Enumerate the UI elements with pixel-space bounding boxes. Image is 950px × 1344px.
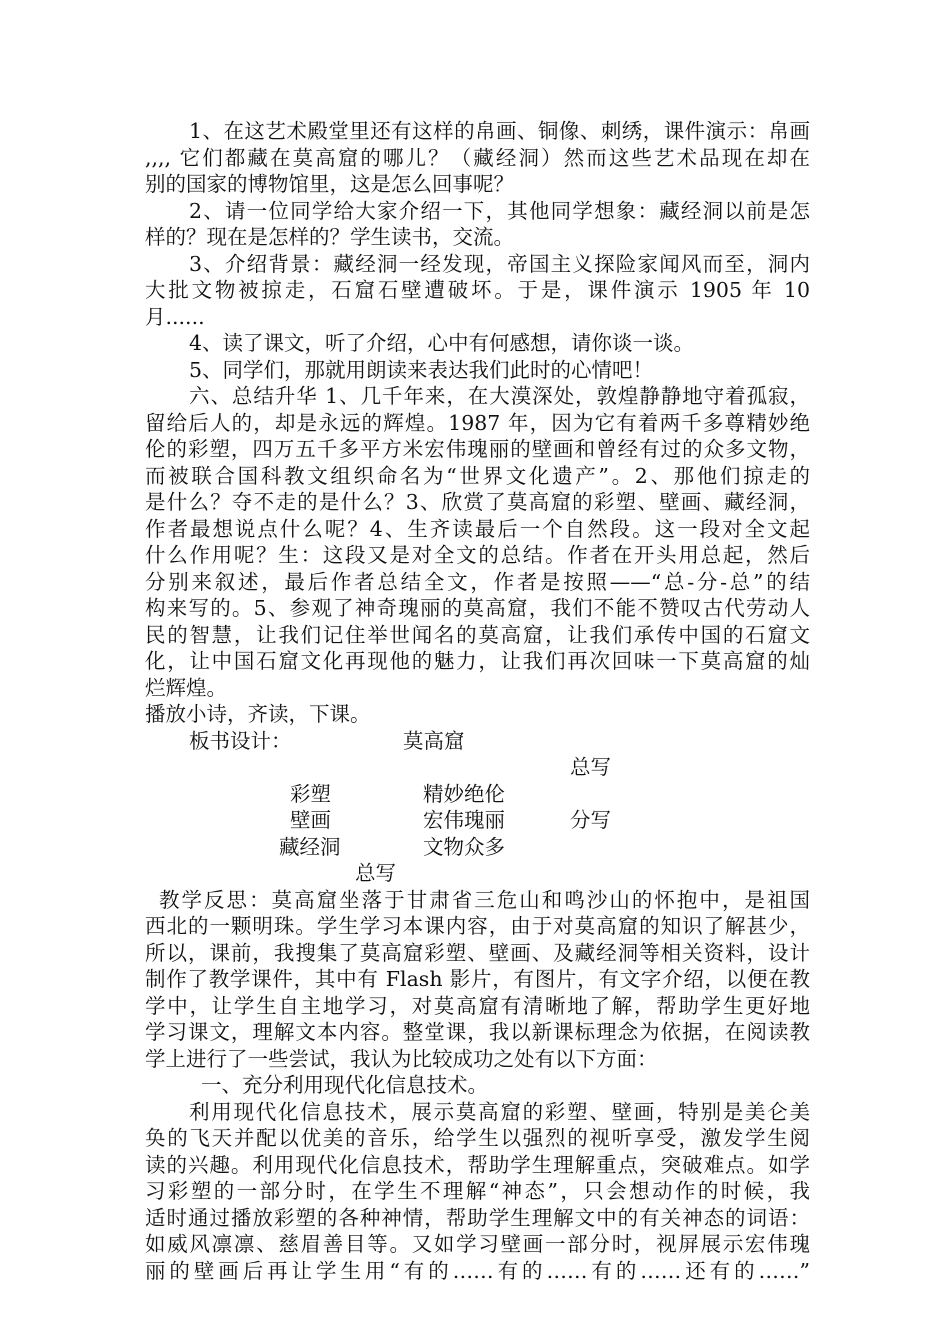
text-line: 播放小诗，齐读，下课。	[145, 702, 371, 726]
board-row	[145, 807, 810, 834]
text-line: 别的国家的博物馆里，这是怎么回事呢？	[145, 172, 514, 196]
text-line: 习彩塑的一部分时，在学生不理解“神态”，只会想动作的时候，我	[145, 1179, 810, 1203]
text-line: 六、总结升华 1、几千年来，在大漠深处，敦煌静静地守着孤寂，	[189, 384, 810, 408]
board-row	[145, 781, 810, 808]
text-line: 学中，让学生自主地学习，对莫高窟有清晰地了解，帮助学生更好地	[145, 993, 810, 1018]
text-line: 化，让中国石窟文化再现他的魅力，让我们再次回味一下莫高窟的灿	[145, 649, 810, 673]
text-line: 作者最想说点什么呢？4、生齐读最后一个自然段。这一段对全文起	[145, 516, 810, 541]
board-item: 藏经洞	[279, 834, 341, 859]
text-line: 伦的彩塑，四万五千多平方米宏伟瑰丽的壁画和曾经有过的众多文物，	[145, 437, 810, 461]
text-line: 民的智慧，让我们记住举世闻名的莫高窟，让我们承传中国的石窟文	[145, 622, 810, 647]
text-line: 4、读了课文，听了介绍，心中有何感想，请你谈一谈。	[189, 331, 695, 355]
board-row	[145, 834, 810, 861]
board-split-label: 分写	[570, 808, 611, 832]
board-item-desc: 精妙绝伦	[423, 781, 505, 806]
board-item: 彩塑	[290, 781, 331, 806]
text-line: 而被联合国科教文组织命名为“世界文化遗产”。2、那他们掠走的	[145, 463, 810, 488]
section-heading: 一、充分利用现代化信息技术。	[201, 1073, 488, 1097]
document-page	[145, 118, 810, 1284]
text-line: 1、在这艺术殿堂里还有这样的帛画、铜像、刺绣，课件演示：帛画	[189, 119, 810, 143]
text-line: 读的兴趣。利用现代化信息技术，帮助学生理解重点，突破难点。如学	[145, 1152, 810, 1177]
text-line: 制作了教学课件，其中有 Flash 影片，有图片，有文字介绍，以便在教	[145, 967, 810, 991]
text-line: 5、同学们，那就用朗读来表达我们此时的心情吧！	[189, 357, 654, 382]
text-line: 如威风凛凛、慈眉善目等。又如学习壁画一部分时，视屏展示宏伟瑰	[145, 1232, 810, 1256]
board-summary-bottom: 总写	[355, 861, 396, 885]
text-line: 月......	[145, 304, 205, 329]
board-design-label: 板书设计：	[189, 728, 292, 753]
text-line: 教学反思：莫高窟坐落于甘肃省三危山和鸣沙山的怀抱中，是祖国	[159, 887, 810, 912]
text-line: 3、介绍背景：藏经洞一经发现，帝国主义探险家闻风而至，洞内	[189, 251, 810, 276]
text-line: 2、请一位同学给大家介绍一下，其他同学想象：藏经洞以前是怎	[189, 198, 810, 223]
text-line: 是什么？夺不走的是什么？3、欣赏了莫高窟的彩塑、壁画、藏经洞，	[145, 490, 810, 514]
text-line: 烂辉煌。	[145, 675, 227, 700]
text-line: 丽的壁画后再让学生用“有的……有的……有的……还有的……”	[145, 1258, 810, 1283]
board-item-desc: 宏伟瑰丽	[423, 808, 505, 832]
text-line: 西北的一颗明珠。学生学习本课内容，由于对莫高窟的知识了解甚少，	[145, 914, 810, 938]
board-item: 壁画	[290, 808, 331, 832]
text-line: 留给后人的，却是永远的辉煌。1987 年，因为它有着两千多尊精妙绝	[145, 410, 810, 435]
board-summary-top: 总写	[570, 755, 611, 779]
text-line: 利用现代化信息技术，展示莫高窟的彩塑、壁画，特别是美仑美	[189, 1099, 810, 1124]
text-line: 奂的飞天并配以优美的音乐，给学生以强烈的视听享受，激发学生阅	[145, 1126, 810, 1150]
board-row	[145, 754, 810, 781]
text-line: 所以，课前，我搜集了莫高窟彩塑、壁画、及藏经洞等相关资料，设计	[145, 940, 810, 965]
text-line: 大批文物被掠走，石窟石壁遭破坏。于是，课件演示 1905 年 10	[145, 278, 810, 302]
board-design-header	[145, 728, 810, 755]
board-item-desc: 文物众多	[423, 834, 505, 859]
board-title: 莫高窟	[403, 728, 465, 753]
text-line: 适时通过播放彩塑的各种神情，帮助学生理解文中的有关神态的词语：	[145, 1205, 810, 1230]
text-line: ,,,, 它们都藏在莫高窟的哪儿？（藏经洞）然而这些艺术品现在却在	[145, 145, 810, 170]
board-row	[145, 860, 810, 887]
text-line: 学上进行了一些尝试，我认为比较成功之处有以下方面：	[145, 1046, 658, 1071]
text-line: 什么作用呢？生：这段又是对全文的总结。作者在开头用总起，然后	[145, 543, 810, 567]
text-line: 分别来叙述，最后作者总结全文，作者是按照——“总-分-总”的结	[145, 569, 810, 594]
text-line: 学习课文，理解文本内容。整堂课，我以新课标理念为依据，在阅读教	[145, 1020, 810, 1044]
text-line: 构来写的。5、参观了神奇瑰丽的莫高窟，我们不能不赞叹古代劳动人	[145, 596, 810, 620]
text-line: 样的？现在是怎样的？学生读书，交流。	[145, 225, 514, 249]
